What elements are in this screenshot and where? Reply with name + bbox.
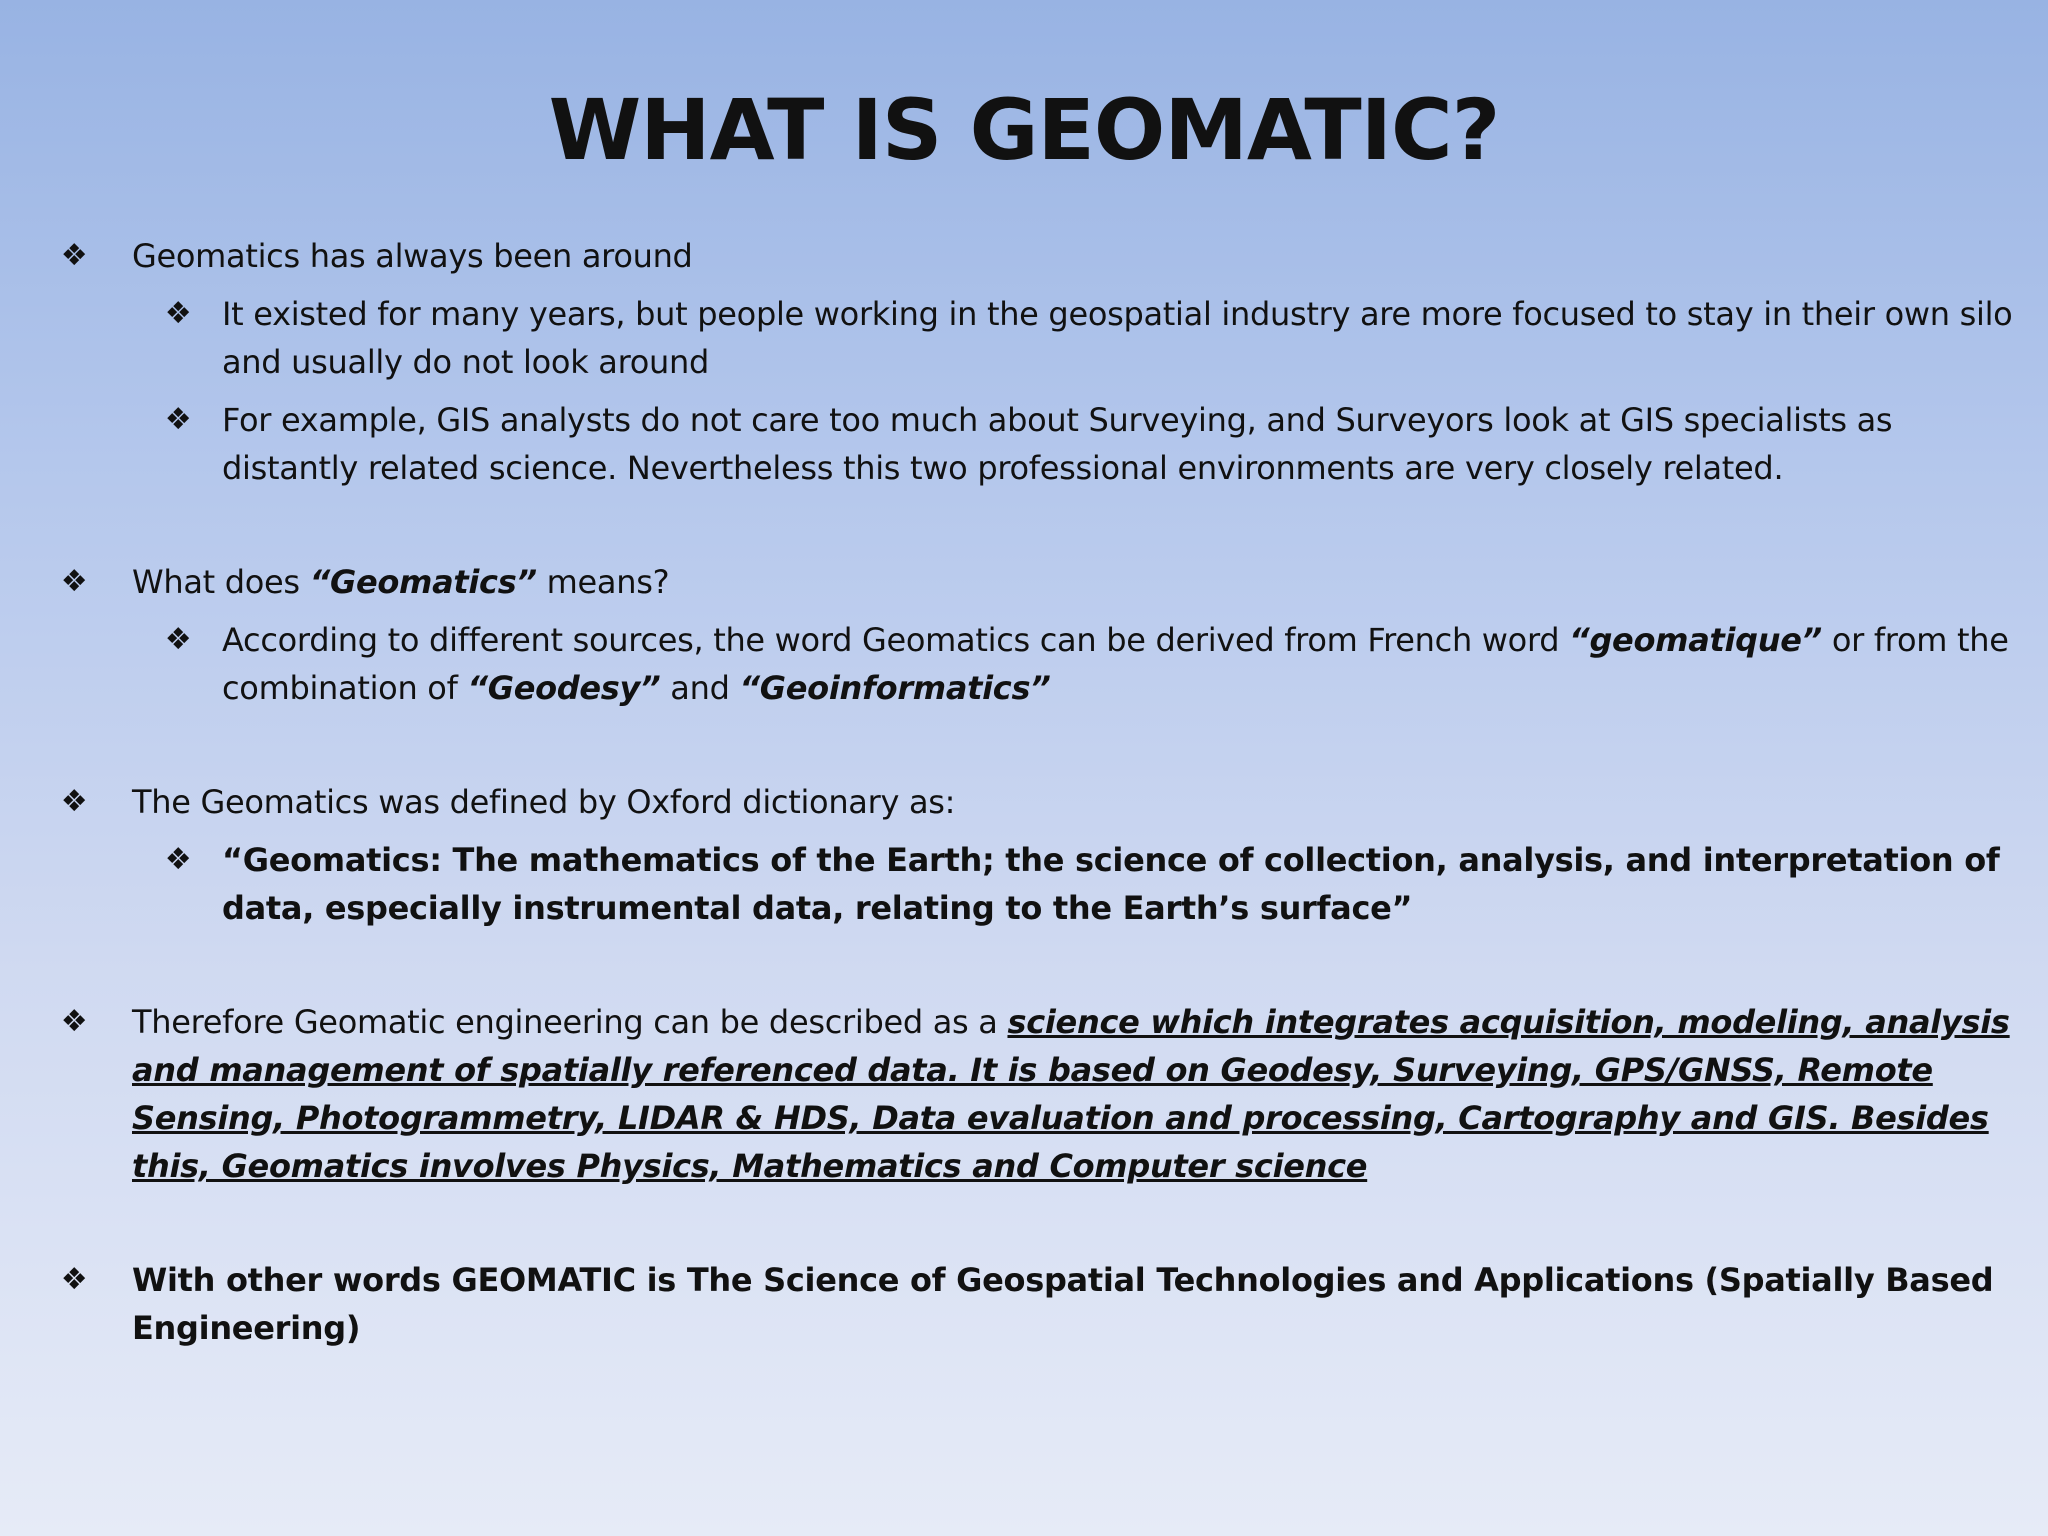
sub-bullet-text: It existed for many years, but people working in the geospatial industry are more focused to stay in their own silo and usually do not look around bbox=[222, 295, 2013, 381]
diamond-bullet-icon: ❖ bbox=[60, 564, 88, 599]
diamond-bullet-icon: ❖ bbox=[164, 402, 192, 437]
spacer bbox=[56, 1190, 2016, 1256]
diamond-bullet-icon: ❖ bbox=[164, 842, 192, 877]
spacer bbox=[56, 492, 2016, 558]
term-geomatique: “geomatique” bbox=[1569, 621, 1822, 659]
sub-bullet-text: For example, GIS analysts do not care too much about Surveying, and Surveyors look at GIS specialists as distantly related science. Nevertheless this two professional environments are very closely related. bbox=[222, 401, 1893, 487]
sub-bullet-text: According to different sources, the word Geomatics can be derived from French word bbox=[222, 621, 1570, 659]
bullet-text: The Geomatics was defined by Oxford dictionary as: bbox=[132, 783, 956, 821]
bullet-text: Geomatics has always been around bbox=[132, 237, 693, 275]
diamond-bullet-icon: ❖ bbox=[60, 238, 88, 273]
diamond-bullet-icon: ❖ bbox=[60, 784, 88, 819]
diamond-bullet-icon: ❖ bbox=[60, 1004, 88, 1039]
bullet-term: “Geomatics” bbox=[309, 563, 537, 601]
sub-bullet-text: and bbox=[660, 669, 740, 707]
geomatic-engineering-definition: science which integrates acquisition, modeling, analysis and management of spatially referenced data. It is based on Geodesy, Surveying, GPS/GNSS, Remote Sensing, Photogrammetry, LIDAR & HDS, Data evaluation and processing, Cartography and GIS. Besides this, Geomatics involves Physics, Mathematics and Computer science bbox=[132, 1003, 2010, 1185]
diamond-bullet-icon: ❖ bbox=[164, 622, 192, 657]
term-geoinformatics: “Geoinformatics” bbox=[739, 669, 1051, 707]
sub-bullet-item bbox=[56, 290, 2016, 386]
bullet-text-prefix: Therefore Geomatic engineering can be described as a bbox=[132, 1003, 1008, 1041]
bullet-item bbox=[56, 998, 2016, 1190]
spacer bbox=[56, 712, 2016, 778]
spacer bbox=[56, 932, 2016, 998]
bullet-item bbox=[56, 778, 2016, 826]
bullet-item bbox=[56, 1256, 2016, 1352]
sub-bullet-item bbox=[56, 616, 2016, 712]
bullet-text-summary: With other words GEOMATIC is The Science of Geospatial Technologies and Applications (Spatially Based Engineering) bbox=[132, 1261, 1994, 1347]
slide-title: WHAT IS GEOMATIC? bbox=[548, 81, 1500, 179]
sub-bullet-item bbox=[56, 836, 2016, 932]
bullet-text-prefix: What does bbox=[132, 563, 310, 601]
diamond-bullet-icon: ❖ bbox=[164, 296, 192, 331]
bullet-item bbox=[56, 558, 2016, 606]
diamond-bullet-icon: ❖ bbox=[60, 1262, 88, 1297]
sub-bullet-item bbox=[56, 396, 2016, 492]
term-geodesy: “Geodesy” bbox=[467, 669, 661, 707]
oxford-definition-quote: “Geomatics: The mathematics of the Earth; the science of collection, analysis, and interpretation of data, especially instrumental data, relating to the Earth’s surface” bbox=[222, 841, 2000, 927]
bullet-text-suffix: means? bbox=[536, 563, 670, 601]
sub-bullet-text: or from the combination of bbox=[222, 621, 2009, 707]
slide-content bbox=[56, 232, 2016, 1352]
bullet-item bbox=[56, 232, 2016, 280]
